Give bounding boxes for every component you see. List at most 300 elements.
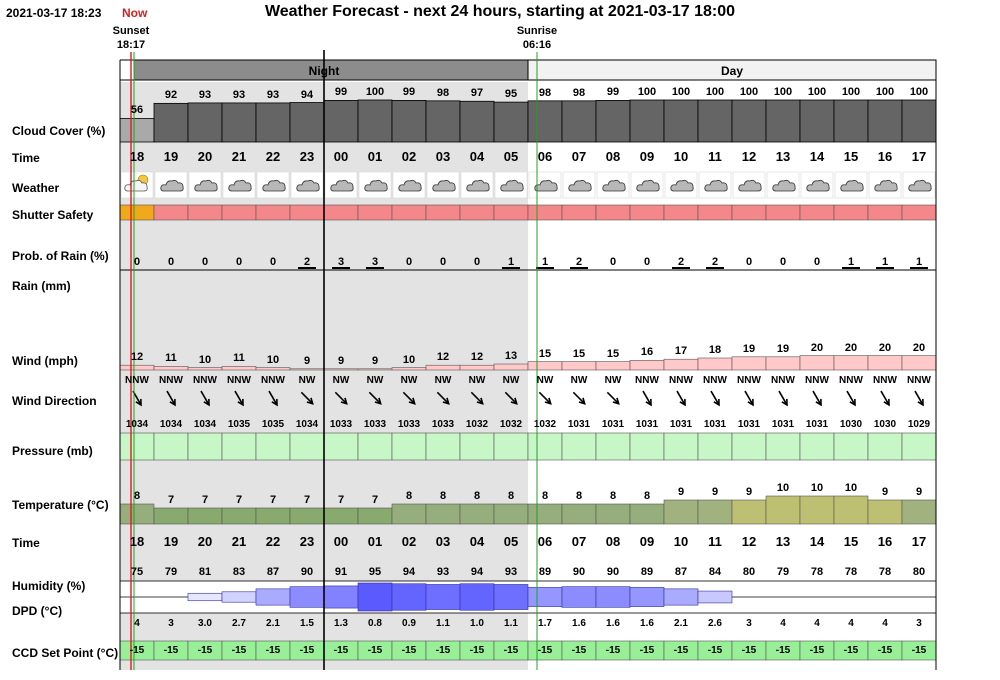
humidity-value: 91 <box>334 566 348 578</box>
temperature-value: 7 <box>303 494 311 506</box>
wind-speed-value: 20 <box>810 341 824 354</box>
page-title: Weather Forecast - next 24 hours, starting at 2021-03-17 18:00 <box>264 3 736 20</box>
cloud-cover-value: 100 <box>841 86 861 98</box>
time-cell-bottom: 16 <box>877 534 893 549</box>
row-label-wind: Wind (mph) <box>12 354 78 368</box>
wind-speed-bar <box>154 366 188 370</box>
rain-probability-value: 0 <box>133 256 141 268</box>
pressure-value: 1033 <box>363 419 387 430</box>
pressure-cell <box>222 433 256 460</box>
humidity-value: 80 <box>912 566 926 578</box>
time-cell: 02 <box>401 149 417 164</box>
shutter-safety-cell <box>494 205 528 220</box>
rain-probability-value: 1 <box>541 256 549 268</box>
pressure-cell <box>358 433 392 460</box>
rain-probability-value: 2 <box>711 256 719 268</box>
wind-speed-value: 19 <box>776 342 790 355</box>
time-cell-bottom: 13 <box>775 534 791 549</box>
cloud-cover-value: 95 <box>504 88 518 101</box>
wind-speed-bar <box>256 368 290 370</box>
temperature-bar <box>562 504 596 524</box>
shutter-safety-cell <box>698 205 732 220</box>
humidity-value: 78 <box>844 566 858 578</box>
dew-point-depression-value: 3 <box>916 618 922 629</box>
cloud-cover-value: 56 <box>130 104 144 117</box>
humidity-value: 75 <box>130 566 144 578</box>
wind-speed-value: 11 <box>165 352 177 365</box>
time-cell-bottom: 21 <box>231 534 247 549</box>
time-cell-bottom: 22 <box>265 534 281 549</box>
cloud-cover-value: 100 <box>705 86 725 98</box>
humidity-bar <box>256 589 290 605</box>
pressure-value: 1034 <box>295 419 319 430</box>
cloud-cover-bar <box>460 101 494 142</box>
time-cell-bottom: 01 <box>367 534 383 549</box>
wind-speed-value: 12 <box>436 351 450 364</box>
wind-speed-bar <box>324 369 358 370</box>
wind-speed-value: 13 <box>504 350 518 362</box>
cloud-cover-value: 98 <box>538 86 552 99</box>
humidity-bar <box>426 584 460 609</box>
wind-direction-label: NNW <box>805 375 829 386</box>
time-cell: 14 <box>809 149 825 164</box>
humidity-value: 94 <box>402 566 416 578</box>
wind-speed-value: 11 <box>233 352 245 365</box>
time-cell: 07 <box>571 149 587 164</box>
cloud-cover-value: 92 <box>164 89 178 102</box>
temperature-bar <box>630 504 664 524</box>
dew-point-depression-value: 1.6 <box>640 618 654 629</box>
ccd-set-point-value: -15 <box>163 645 179 656</box>
temperature-bar <box>868 500 902 524</box>
temperature-bar <box>188 508 222 524</box>
wind-direction-label: NNW <box>873 375 897 386</box>
cloud-cover-value: 100 <box>807 86 827 98</box>
time-cell-bottom: 19 <box>163 534 179 549</box>
cloud-cover-bar <box>834 100 868 142</box>
wind-direction-label: NNW <box>159 375 183 386</box>
rain-probability-value: 2 <box>575 256 583 268</box>
sunset-label: Sunset <box>112 25 150 37</box>
temperature-bar <box>596 504 630 524</box>
rain-probability-value: 2 <box>303 256 311 268</box>
temperature-bar <box>528 504 562 524</box>
wind-speed-value: 10 <box>198 353 212 366</box>
wind-speed-value: 9 <box>371 354 379 367</box>
shutter-safety-cell <box>902 205 936 220</box>
rain-probability-value: 3 <box>371 256 379 268</box>
time-cell: 20 <box>197 149 213 164</box>
pressure-cell <box>290 433 324 460</box>
time-cell: 01 <box>367 149 383 164</box>
ccd-set-point-value: -15 <box>299 645 315 656</box>
cloud-cover-value: 98 <box>436 86 450 99</box>
shutter-safety-cell <box>392 205 426 220</box>
pressure-value: 1035 <box>261 419 285 430</box>
wind-speed-value: 15 <box>538 347 552 360</box>
humidity-value: 93 <box>436 566 450 578</box>
ccd-set-point-value: -15 <box>367 645 383 656</box>
rain-probability-value: 1 <box>507 256 515 268</box>
pressure-value: 1035 <box>227 419 251 430</box>
time-cell-bottom: 00 <box>333 534 349 549</box>
dew-point-depression-value: 1.0 <box>470 618 484 629</box>
time-cell: 04 <box>469 149 485 164</box>
rain-probability-value: 0 <box>167 256 175 268</box>
time-cell: 22 <box>265 149 281 164</box>
temperature-bar <box>834 496 868 524</box>
humidity-bar <box>188 593 222 600</box>
pressure-cell <box>562 433 596 460</box>
wind-speed-value: 17 <box>674 345 688 358</box>
time-cell-bottom: 11 <box>708 534 722 549</box>
wind-direction-label: NW <box>400 375 418 386</box>
temperature-value: 9 <box>711 486 719 498</box>
time-cell-bottom: 23 <box>299 534 315 549</box>
time-cell-bottom: 03 <box>435 534 451 549</box>
shutter-safety-cell <box>868 205 902 220</box>
temperature-bar <box>358 508 392 524</box>
time-cell: 18 <box>129 149 145 164</box>
humidity-bar <box>392 584 426 611</box>
wind-speed-bar <box>596 362 630 370</box>
temperature-bar <box>732 500 766 524</box>
time-cell: 23 <box>299 149 315 164</box>
wind-speed-bar <box>800 356 834 370</box>
humidity-value: 89 <box>538 566 552 578</box>
cloud-cover-bar <box>528 101 562 142</box>
temperature-bar <box>154 508 188 524</box>
humidity-value: 94 <box>470 566 484 578</box>
time-cell-bottom: 14 <box>809 534 825 549</box>
cloud-cover-value: 93 <box>232 88 246 101</box>
pressure-cell <box>120 433 154 460</box>
time-cell: 12 <box>741 149 757 164</box>
pressure-value: 1034 <box>159 419 183 430</box>
time-cell-bottom: 18 <box>129 534 145 549</box>
cloud-cover-bar <box>222 103 256 142</box>
time-cell-bottom: 15 <box>843 534 859 549</box>
dew-point-depression-value: 0.9 <box>402 618 416 629</box>
dew-point-depression-value: 4 <box>882 618 888 629</box>
row-label-temperature: Temperature (°C) <box>12 498 109 512</box>
rain-probability-value: 2 <box>677 256 685 268</box>
temperature-bar <box>392 504 426 524</box>
humidity-value: 90 <box>300 566 314 578</box>
temperature-value: 7 <box>235 494 243 506</box>
temperature-bar <box>426 504 460 524</box>
pressure-cell <box>766 433 800 460</box>
sunset-time: 18:17 <box>116 39 146 51</box>
humidity-bar <box>630 587 664 606</box>
wind-speed-bar <box>732 357 766 370</box>
dew-point-depression-value: 1.6 <box>606 618 620 629</box>
humidity-bar <box>358 583 392 611</box>
cloud-cover-value: 99 <box>402 86 416 99</box>
pressure-value: 1032 <box>499 419 523 430</box>
temperature-value: 7 <box>337 494 345 506</box>
rain-probability-value: 0 <box>235 256 243 268</box>
time-cell-bottom: 02 <box>401 534 417 549</box>
temperature-value: 9 <box>677 486 685 498</box>
wind-direction-label: NNW <box>635 375 659 386</box>
shutter-safety-cell <box>256 205 290 220</box>
cloud-cover-value: 98 <box>572 86 586 99</box>
rain-probability-value: 0 <box>473 256 481 268</box>
wind-direction-label: NW <box>366 375 384 386</box>
rain-probability-value: 0 <box>779 256 787 268</box>
temperature-value: 8 <box>643 490 651 502</box>
temperature-value: 8 <box>507 490 515 502</box>
time-cell: 16 <box>877 149 893 164</box>
temperature-bar <box>256 508 290 524</box>
wind-direction-label: NNW <box>193 375 217 386</box>
pressure-cell <box>392 433 426 460</box>
pressure-cell <box>460 433 494 460</box>
row-label-weather: Weather <box>12 181 60 195</box>
wind-direction-label: NW <box>468 375 486 386</box>
shutter-safety-cell <box>800 205 834 220</box>
humidity-value: 79 <box>164 566 178 578</box>
row-label-rain-probability: Prob. of Rain (%) <box>12 249 109 263</box>
time-cell-bottom: 07 <box>571 534 587 549</box>
humidity-bar <box>528 587 562 606</box>
ccd-set-point-value: -15 <box>129 645 145 656</box>
cloud-cover-bar <box>630 100 664 142</box>
row-label-rain: Rain (mm) <box>12 279 71 293</box>
ccd-set-point-value: -15 <box>571 645 587 656</box>
humidity-bar <box>698 591 732 603</box>
shutter-safety-cell <box>630 205 664 220</box>
wind-speed-bar <box>120 365 154 370</box>
pressure-value: 1031 <box>669 419 693 430</box>
wind-speed-value: 12 <box>130 351 144 364</box>
dew-point-depression-value: 1.5 <box>300 618 314 629</box>
wind-speed-bar <box>392 368 426 370</box>
cloud-cover-bar <box>766 100 800 142</box>
time-cell-bottom: 04 <box>469 534 485 549</box>
humidity-value: 90 <box>572 566 586 578</box>
dew-point-depression-value: 2.7 <box>232 618 246 629</box>
cloud-cover-bar <box>392 100 426 142</box>
row-label-pressure: Pressure (mb) <box>12 444 93 458</box>
wind-direction-label: NW <box>536 375 554 386</box>
temperature-bar <box>222 508 256 524</box>
pressure-value: 1031 <box>703 419 727 430</box>
wind-direction-label: NNW <box>771 375 795 386</box>
shutter-safety-cell <box>290 205 324 220</box>
cloud-cover-value: 100 <box>365 86 385 98</box>
dew-point-depression-value: 4 <box>848 618 854 629</box>
dew-point-depression-value: 2.6 <box>708 618 722 629</box>
wind-speed-bar <box>834 356 868 370</box>
humidity-bar <box>460 584 494 611</box>
wind-direction-label: NNW <box>737 375 761 386</box>
wind-speed-value: 20 <box>912 341 926 354</box>
wind-speed-value: 15 <box>572 347 586 360</box>
pressure-cell <box>834 433 868 460</box>
wind-speed-bar <box>868 356 902 370</box>
wind-speed-value: 9 <box>303 354 311 367</box>
ccd-set-point-value: -15 <box>537 645 553 656</box>
shutter-safety-cell <box>154 205 188 220</box>
wind-speed-bar <box>460 365 494 370</box>
temperature-bar <box>494 504 528 524</box>
time-cell-bottom: 06 <box>537 534 553 549</box>
temperature-bar <box>664 500 698 524</box>
wind-direction-label: NW <box>604 375 622 386</box>
cloud-cover-bar <box>494 102 528 142</box>
ccd-set-point-value: -15 <box>843 645 859 656</box>
temperature-value: 10 <box>810 482 824 494</box>
pressure-value: 1031 <box>737 419 761 430</box>
rain-probability-value: 1 <box>881 256 889 268</box>
dew-point-depression-value: 2.1 <box>674 618 688 629</box>
cloud-cover-bar <box>358 100 392 142</box>
cloud-cover-value: 100 <box>875 86 895 98</box>
ccd-set-point-value: -15 <box>503 645 519 656</box>
wind-speed-bar <box>902 356 936 370</box>
time-cell: 15 <box>843 149 859 164</box>
rain-probability-value: 0 <box>813 256 821 268</box>
cloud-cover-value: 100 <box>773 86 793 98</box>
wind-direction-label: NW <box>298 375 316 386</box>
rain-probability-value: 0 <box>609 256 617 268</box>
pressure-value: 1030 <box>873 419 897 430</box>
temperature-bar <box>902 500 936 524</box>
time-cell: 10 <box>673 149 689 164</box>
wind-speed-value: 9 <box>337 354 345 367</box>
sunrise-time: 06:16 <box>522 39 552 51</box>
cloud-cover-value: 100 <box>739 86 759 98</box>
pressure-cell <box>698 433 732 460</box>
ccd-set-point-value: -15 <box>469 645 485 656</box>
shutter-safety-cell <box>120 205 154 220</box>
wind-direction-label: NNW <box>125 375 149 386</box>
humidity-value: 78 <box>878 566 892 578</box>
now-label: Now <box>122 6 148 20</box>
pressure-value: 1034 <box>125 419 149 430</box>
temperature-bar <box>698 500 732 524</box>
time-cell-bottom: 08 <box>605 534 621 549</box>
sunrise-label: Sunrise <box>516 25 558 37</box>
pressure-value: 1031 <box>635 419 659 430</box>
cloud-cover-bar <box>664 100 698 142</box>
pressure-cell <box>188 433 222 460</box>
wind-direction-label: NNW <box>907 375 931 386</box>
pressure-cell <box>596 433 630 460</box>
cloud-cover-value: 99 <box>334 86 348 99</box>
rain-probability-value: 1 <box>915 256 923 268</box>
wind-direction-label: NW <box>502 375 520 386</box>
pressure-value: 1033 <box>397 419 421 430</box>
pressure-value: 1029 <box>907 419 931 430</box>
cloud-cover-value: 93 <box>266 88 280 101</box>
wind-direction-label: NW <box>570 375 588 386</box>
cloud-cover-value: 97 <box>470 87 484 100</box>
shutter-safety-cell <box>188 205 222 220</box>
wind-direction-label: NW <box>332 375 350 386</box>
dew-point-depression-value: 4 <box>814 618 820 629</box>
row-label-time: Time <box>12 151 40 165</box>
dew-point-depression-value: 3 <box>746 618 752 629</box>
cloud-cover-bar <box>732 100 766 142</box>
wind-speed-value: 20 <box>878 341 892 354</box>
humidity-bar <box>562 587 596 608</box>
wind-direction-label: NNW <box>669 375 693 386</box>
cloud-cover-value: 100 <box>909 86 929 98</box>
cloud-cover-bar <box>154 103 188 142</box>
pressure-value: 1031 <box>601 419 625 430</box>
ccd-set-point-value: -15 <box>673 645 689 656</box>
pressure-cell <box>324 433 358 460</box>
wind-speed-bar <box>664 359 698 370</box>
ccd-set-point-value: -15 <box>231 645 247 656</box>
shutter-safety-cell <box>766 205 800 220</box>
pressure-value: 1032 <box>533 419 557 430</box>
shutter-safety-cell <box>664 205 698 220</box>
temperature-value: 9 <box>881 486 889 498</box>
temperature-value: 8 <box>609 490 617 502</box>
ccd-set-point-value: -15 <box>333 645 349 656</box>
time-cell-bottom: 09 <box>639 534 655 549</box>
pressure-cell <box>494 433 528 460</box>
cloud-cover-bar <box>426 101 460 142</box>
temperature-value: 8 <box>575 490 583 502</box>
cloud-cover-bar <box>800 100 834 142</box>
wind-speed-value: 10 <box>402 353 416 366</box>
time-cell-bottom: 05 <box>503 534 519 549</box>
time-cell-bottom: 12 <box>741 534 757 549</box>
cloud-cover-value: 100 <box>637 86 657 98</box>
pressure-cell <box>732 433 766 460</box>
cloud-cover-bar <box>256 103 290 142</box>
wind-speed-bar <box>290 369 324 370</box>
wind-speed-bar <box>222 366 256 370</box>
dew-point-depression-value: 1.7 <box>538 618 552 629</box>
humidity-value: 87 <box>674 566 688 578</box>
row-label-wind-direction: Wind Direction <box>12 394 97 408</box>
pressure-cell <box>528 433 562 460</box>
temperature-bar <box>120 504 154 524</box>
wind-speed-bar <box>562 362 596 370</box>
wind-speed-value: 10 <box>266 353 280 366</box>
humidity-value: 95 <box>368 566 382 578</box>
cloud-cover-value: 99 <box>606 86 620 99</box>
shutter-safety-cell <box>324 205 358 220</box>
pressure-value: 1031 <box>567 419 591 430</box>
cloud-cover-value: 100 <box>671 86 691 98</box>
rain-probability-value: 3 <box>337 256 345 268</box>
dew-point-depression-value: 2.1 <box>266 618 280 629</box>
dew-point-depression-value: 3.0 <box>198 618 212 629</box>
wind-speed-value: 19 <box>742 342 756 355</box>
humidity-bar <box>494 584 528 609</box>
pressure-cell <box>154 433 188 460</box>
pressure-value: 1034 <box>193 419 217 430</box>
temperature-bar <box>460 504 494 524</box>
time-cell: 05 <box>503 149 519 164</box>
row-label-dpd: DPD (°C) <box>12 604 63 618</box>
time-cell: 00 <box>333 149 349 164</box>
temperature-value: 7 <box>201 494 209 506</box>
cloud-cover-bar <box>290 103 324 142</box>
dew-point-depression-value: 1.1 <box>436 618 450 629</box>
time-cell: 13 <box>775 149 791 164</box>
wind-speed-bar <box>188 368 222 370</box>
wind-speed-value: 16 <box>640 346 654 359</box>
pressure-value: 1030 <box>839 419 863 430</box>
